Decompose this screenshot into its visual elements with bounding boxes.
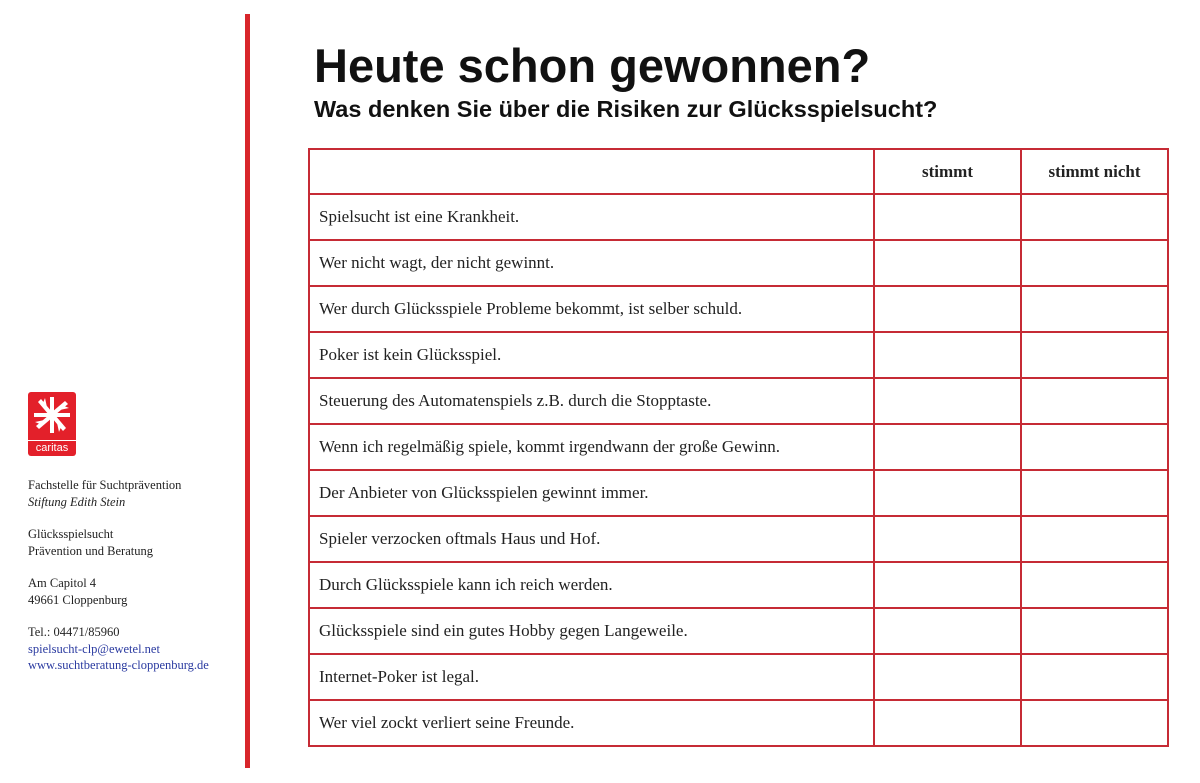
street-address: Am Capitol 4	[28, 576, 97, 590]
table-row	[309, 424, 1168, 470]
city-address: 49661 Cloppenburg	[28, 592, 128, 607]
caritas-cross-icon	[32, 395, 72, 435]
statement-cell: Der Anbieter von Glücksspielen gewinnt immer.	[309, 470, 874, 516]
agree-cell[interactable]	[874, 194, 1021, 240]
phone-number: Tel.: 04471/85960	[28, 625, 120, 639]
agree-cell[interactable]	[874, 516, 1021, 562]
table-header-row	[309, 149, 1168, 194]
disagree-cell[interactable]	[1021, 194, 1168, 240]
agree-cell[interactable]	[874, 470, 1021, 516]
table-row	[309, 332, 1168, 378]
contact-block	[28, 477, 243, 674]
statement-cell: Wer viel zockt verliert seine Freunde.	[309, 700, 874, 746]
table-row	[309, 286, 1168, 332]
dept-name: Glücksspielsucht	[28, 527, 114, 541]
table-row	[309, 700, 1168, 746]
agree-cell[interactable]	[874, 654, 1021, 700]
page-subtitle: Was denken Sie über die Risiken zur Glücksspielsucht?	[314, 96, 938, 122]
org-foundation: Stiftung Edith Stein	[28, 494, 126, 509]
agree-cell[interactable]	[874, 378, 1021, 424]
statement-cell: Steuerung des Automatenspiels z.B. durch die Stopptaste.	[309, 378, 874, 424]
statement-cell: Wenn ich regelmäßig spiele, kommt irgendwann der große Gewinn.	[309, 424, 874, 470]
agree-cell[interactable]	[874, 562, 1021, 608]
email-link[interactable]: spielsucht-clp@ewetel.net	[28, 641, 160, 656]
dept-subtitle: Prävention und Beratung	[28, 543, 153, 558]
statement-cell: Spielsucht ist eine Krankheit.	[309, 194, 874, 240]
disagree-cell[interactable]	[1021, 286, 1168, 332]
logo-wordmark: caritas	[28, 440, 76, 454]
disagree-cell[interactable]	[1021, 332, 1168, 378]
agree-cell[interactable]	[874, 700, 1021, 746]
disagree-cell[interactable]	[1021, 516, 1168, 562]
quiz-table	[308, 148, 1169, 747]
statement-cell: Durch Glücksspiele kann ich reich werden.	[309, 562, 874, 608]
agree-cell[interactable]	[874, 424, 1021, 470]
statement-cell: Glücksspiele sind ein gutes Hobby gegen Langeweile.	[309, 608, 874, 654]
disagree-cell[interactable]	[1021, 562, 1168, 608]
table-row	[309, 240, 1168, 286]
agree-cell[interactable]	[874, 240, 1021, 286]
website-link[interactable]: www.suchtberatung-cloppenburg.de	[28, 658, 209, 672]
agree-cell[interactable]	[874, 332, 1021, 378]
agree-column-header: stimmt	[874, 149, 1021, 194]
statement-cell: Poker ist kein Glücksspiel.	[309, 332, 874, 378]
agree-cell[interactable]	[874, 608, 1021, 654]
table-row	[309, 516, 1168, 562]
disagree-cell[interactable]	[1021, 424, 1168, 470]
statement-cell: Spieler verzocken oftmals Haus und Hof.	[309, 516, 874, 562]
table-row	[309, 194, 1168, 240]
disagree-cell[interactable]	[1021, 470, 1168, 516]
caritas-logo	[28, 392, 76, 456]
statement-cell: Wer durch Glücksspiele Probleme bekommt, ist selber schuld.	[309, 286, 874, 332]
org-name: Fachstelle für Suchtprävention	[28, 478, 182, 492]
disagree-cell[interactable]	[1021, 700, 1168, 746]
table-row	[309, 562, 1168, 608]
table-row	[309, 608, 1168, 654]
disagree-cell[interactable]	[1021, 654, 1168, 700]
disagree-cell[interactable]	[1021, 240, 1168, 286]
table-row	[309, 470, 1168, 516]
agree-cell[interactable]	[874, 286, 1021, 332]
disagree-column-header: stimmt nicht	[1021, 149, 1168, 194]
red-divider-line	[245, 14, 250, 768]
statement-cell: Internet-Poker ist legal.	[309, 654, 874, 700]
table-row	[309, 654, 1168, 700]
statement-column-header	[309, 149, 874, 194]
statement-cell: Wer nicht wagt, der nicht gewinnt.	[309, 240, 874, 286]
table-row	[309, 378, 1168, 424]
disagree-cell[interactable]	[1021, 378, 1168, 424]
disagree-cell[interactable]	[1021, 608, 1168, 654]
page-title: Heute schon gewonnen?	[314, 39, 871, 92]
